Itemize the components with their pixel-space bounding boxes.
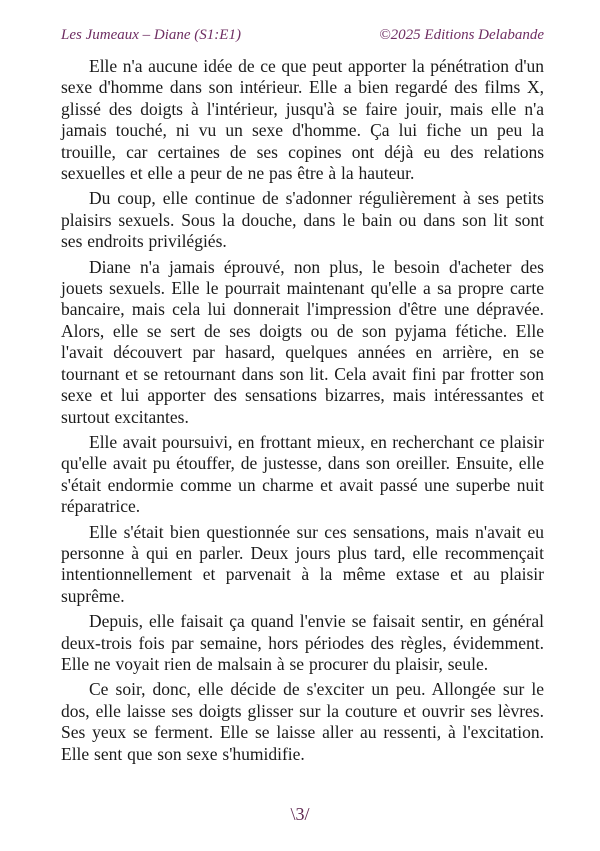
page-number: \3/ (290, 804, 310, 824)
copyright-notice: ©2025 Editions Delabande (379, 27, 544, 43)
page-header (0, 0, 600, 44)
page-footer (0, 804, 600, 825)
paragraph: Elle n'a aucune idée de ce que peut apporter la pénétration d'un sexe d'homme dans son intérieur. Elle a bien regardé des films X, glissé des doigts à l'intérieur, jusqu'à se faire jouir, mais elle n'a jamais touché, ni vu un sexe d'homme. Ça lui fiche un peu la trouille, car certaines de ses copines ont déjà eu des relations sexuelles et elle a peur de ne pas être à la hauteur. (61, 56, 544, 184)
paragraph: Elle avait poursuivi, en frottant mieux, en recherchant ce plaisir qu'elle avait pu étouffer, de justesse, dans son oreiller. Ensuite, elle s'était endormie comme un charme et avait passé une superbe nuit réparatrice. (61, 431, 544, 517)
paragraph: Elle s'était bien questionnée sur ces sensations, mais n'avait eu personne à qui en parler. Deux jours plus tard, elle recommençait intentionnellement et parvenait à la même extase et au plaisir suprême. (61, 521, 544, 606)
paragraph: Du coup, elle continue de s'adonner régulièrement à ses petits plaisirs sexuels. Sous la douche, dans le bain ou dans son lit sont ses endroits privilégiés. (61, 188, 544, 252)
paragraph: Diane n'a jamais éprouvé, non plus, le besoin d'acheter des jouets sexuels. Elle le pourrait maintenant qu'elle a sa propre carte bancaire, mais cela lui donnerait l'impression d'être une dépravée. Alors, elle se sert de ses doigts ou de son pyjama fétiche. Elle l'avait découvert par hasard, quelques années en arrière, en se tournant et se retournant dans son lit. Cela avait fini par frotter son sexe et lui apporter des sensations bizarres, mais intéressantes et surtout excitantes. (61, 256, 544, 427)
paragraph: Depuis, elle faisait ça quand l'envie se faisait sentir, en général deux-trois fois par semaine, hors périodes des règles, évidemment. Elle ne voyait rien de malsain à se procurer du plaisir, seule. (61, 611, 544, 674)
body-text (0, 44, 600, 765)
paragraph: Ce soir, donc, elle décide de s'exciter un peu. Allongée sur le dos, elle laisse ses doigts glisser sur la couture et ouvrir ses lèvres. Ses yeux se ferment. Elle se laisse aller au ressenti, à l'excitation. Elle sent que son sexe s'humidifie. (61, 679, 544, 764)
book-title: Les Jumeaux – Diane (S1:E1) (61, 27, 241, 43)
